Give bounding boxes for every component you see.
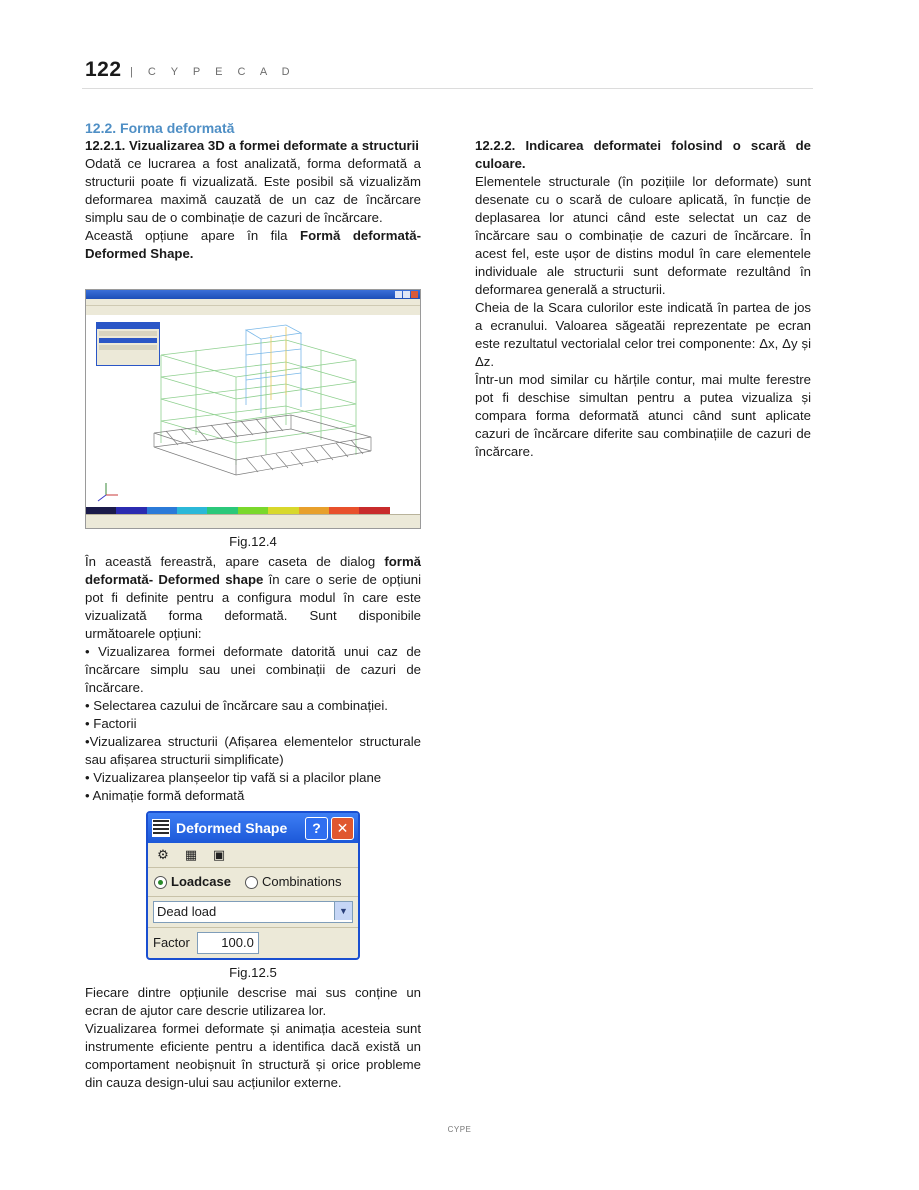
paragraph: Odată ce lucrarea a fost analizată, forma deformată a structurii poate fi vizualizată. Este posibil să vizualizăm deformarea maximă cauzată de un caz de încărcare simplu sau de o combinație de cazuri de încărcare. [85, 156, 421, 225]
figure-caption: Fig.12.5 [229, 965, 277, 980]
bullet-item: • Animație formă deformată [85, 788, 245, 803]
slab-view-icon[interactable]: ▦ [184, 847, 198, 862]
dialog-toolbar [148, 843, 358, 868]
radio-group [148, 868, 358, 897]
animation-icon[interactable]: ▣ [212, 847, 226, 862]
left-column [85, 119, 421, 1092]
loadcase-select[interactable]: Dead load ▼ [153, 901, 353, 923]
paragraph: Într-un mod similar cu hărțile contur, mai multe ferestre pot fi deschise simultan pentru a putea vizualiza și compara forma deformată atunci când sunt aplicate cazuri de încărcare diferite sau combinațiile de cazuri de încărcare. [475, 372, 811, 459]
emphasis: Formă deformată- Deformed Shape. [85, 228, 421, 261]
header-divider [82, 88, 813, 89]
bullet-item: • Factorii [85, 716, 137, 731]
color-scale [86, 507, 420, 514]
right-column [475, 137, 811, 461]
help-button[interactable]: ? [305, 817, 328, 840]
factor-label: Factor [153, 935, 190, 950]
bullet-item: • Selectarea cazului de încărcare sau a combinației. [85, 698, 388, 713]
paragraph: Vizualizarea formei deformate și animația acesteia sunt instrumente eficiente pentru a identifica dacă există un comportament neobișnuit în structură și orice probleme din cauza design-ului sau acțiunilor externe. [85, 1021, 421, 1090]
paragraph: În această fereastră, apare caseta de dialog formă deformată- Deformed shape în care o serie de opțiuni pot fi definite pentru a configura modul în care este vizualizată forma deformată. Sunt disponibile următoarele opțiuni: [85, 554, 422, 641]
bullet-item: • Vizualizarea formei deformate datorită unui caz de încărcare simplu sau unei combinații de cazuri de încărcare. [85, 644, 421, 695]
paragraph: Această opțiune apare în fila Formă deformată- Deformed Shape. [85, 228, 421, 261]
combinations-radio[interactable]: Combinations [245, 873, 342, 891]
dialog-titlebar [148, 813, 358, 843]
emphasis: formă deformată- Deformed shape [85, 554, 421, 587]
paragraph: Elementele structurale (în pozițiile lor deformate) sunt desenate cu o scară de culoare aplicată, în funcție de deplasarea lor atunci când este selectat un caz de încărcare sau o combinație de cazuri de încărcare. În acest fel, este ușor de distins modul în care elementele individuale ale structurii sunt deformate rezultând în deformarea generală a structurii. [475, 174, 811, 297]
chevron-down-icon[interactable]: ▼ [334, 902, 352, 920]
bullet-item: •Vizualizarea structurii (Afișarea elementelor structurale sau afișarea structurii simplificate) [85, 734, 421, 767]
dialog-app-icon [152, 819, 170, 837]
window-statusbar [86, 514, 420, 529]
section-title: 12.2. Forma deformată [85, 120, 235, 136]
mini-dialog [96, 322, 160, 366]
page-footer: CYPE [447, 1125, 472, 1134]
factor-input[interactable]: 100.0 [197, 932, 259, 954]
radio-selected-icon [154, 876, 167, 889]
deformed-shape-dialog [146, 811, 360, 960]
loadcase-select-row [148, 897, 358, 928]
page-number: 122 [85, 58, 122, 81]
bullet-item: • Vizualizarea planșeelor tip vafă si a placilor plane [85, 770, 382, 785]
radio-empty-icon [245, 876, 258, 889]
header-brand: | C Y P E C A D [130, 66, 296, 78]
structure-view-icon[interactable]: ⚙ [157, 847, 169, 862]
paragraph: Cheia de la Scara culorilor este indicată în partea de jos a ecranului. Valoarea săgeatăi reprezentate pe ecran este rezultatul vectorialal celor trei componente: Δx, Δy și Δz. [475, 300, 811, 369]
paragraph: Fiecare dintre opțiunile descrise mai sus conține un ecran de ajutor care descrie utilizarea lor. [85, 985, 421, 1018]
loadcase-radio[interactable]: Loadcase [154, 873, 231, 891]
dialog-title: Deformed Shape [176, 820, 288, 836]
figure-caption: Fig.12.4 [229, 534, 277, 549]
window-titlebar [86, 290, 420, 299]
screenshot-figure [85, 289, 421, 529]
factor-row [148, 928, 358, 958]
subsection-title: 12.2.2. Indicarea deformatei folosind o scară de culoare. [475, 138, 811, 171]
subsection-title: 12.2.1. Vizualizarea 3D a formei deformate a structurii [85, 138, 419, 153]
close-button[interactable]: ✕ [331, 817, 354, 840]
window-menubar [86, 299, 420, 306]
